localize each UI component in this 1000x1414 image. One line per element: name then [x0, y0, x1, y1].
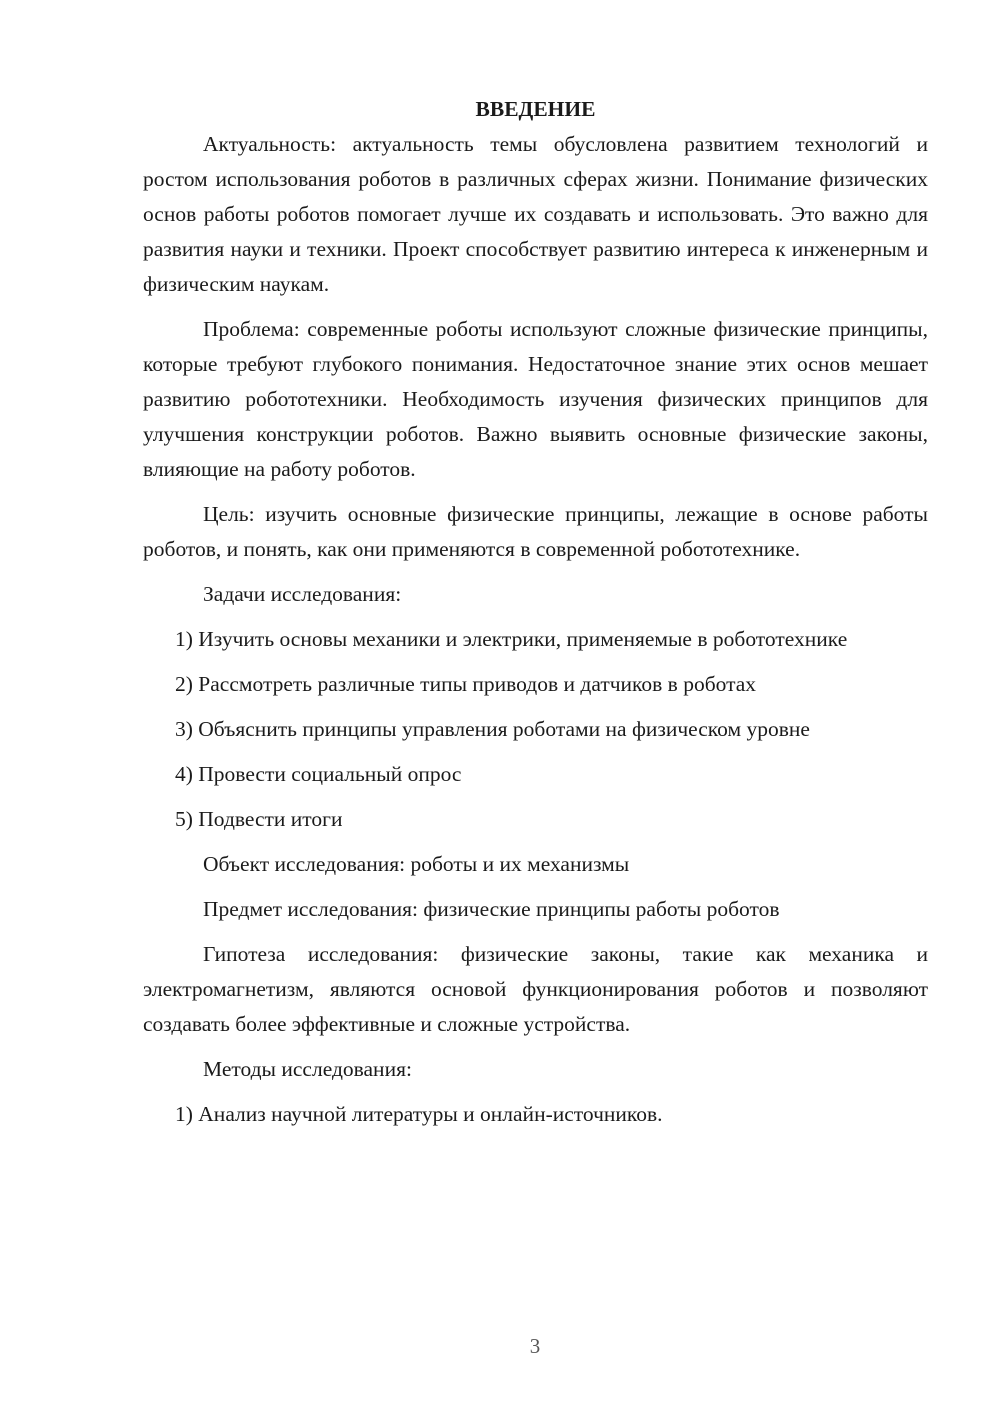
- subject-line: Предмет исследования: физические принципы работы роботов: [203, 897, 780, 921]
- method-item-1: 1) Анализ научной литературы и онлайн-источников.: [175, 1102, 663, 1126]
- document-page: [143, 92, 928, 1142]
- task-item-2: 2) Рассмотреть различные типы приводов и датчиков в роботах: [175, 672, 757, 696]
- problem-paragraph: Проблема: современные роботы используют сложные физические принципы, которые требуют глубокого понимания. Недостаточное знание этих основ мешает развитию робототехники. Необходимость изучения физических принципов для улучшения конструкции роботов. Важно выявить основные физические законы, влияющие на работу роботов.: [143, 317, 928, 481]
- task-item-5: 5) Подвести итоги: [175, 807, 343, 831]
- task-item-4: 4) Провести социальный опрос: [175, 762, 462, 786]
- hypothesis-paragraph: Гипотеза исследования: физические законы, такие как механика и электромагнетизм, являются основой функционирования роботов и позволяют создавать более эффективные и сложные устройства.: [143, 942, 928, 1036]
- tasks-heading: Задачи исследования:: [203, 582, 402, 606]
- object-line: Объект исследования: роботы и их механизмы: [203, 852, 630, 876]
- section-title: ВВЕДЕНИЕ: [475, 97, 596, 121]
- task-item-1: 1) Изучить основы механики и электрики, применяемые в робототехнике: [175, 627, 848, 651]
- task-item-3: 3) Объяснить принципы управления роботами на физическом уровне: [175, 717, 810, 741]
- goal-paragraph: Цель: изучить основные физические принципы, лежащие в основе работы роботов, и понять, как они применяются в современной робототехнике.: [143, 502, 928, 561]
- page-number: 3: [529, 1334, 541, 1358]
- methods-heading: Методы исследования:: [203, 1057, 412, 1081]
- relevance-paragraph: Актуальность: актуальность темы обусловлена развитием технологий и ростом использования роботов в различных сферах жизни. Понимание физических основ работы роботов помогает лучше их создавать и использовать. Это важно для развития науки и техники. Проект способствует развитию интереса к инженерным и физическим наукам.: [143, 132, 928, 296]
